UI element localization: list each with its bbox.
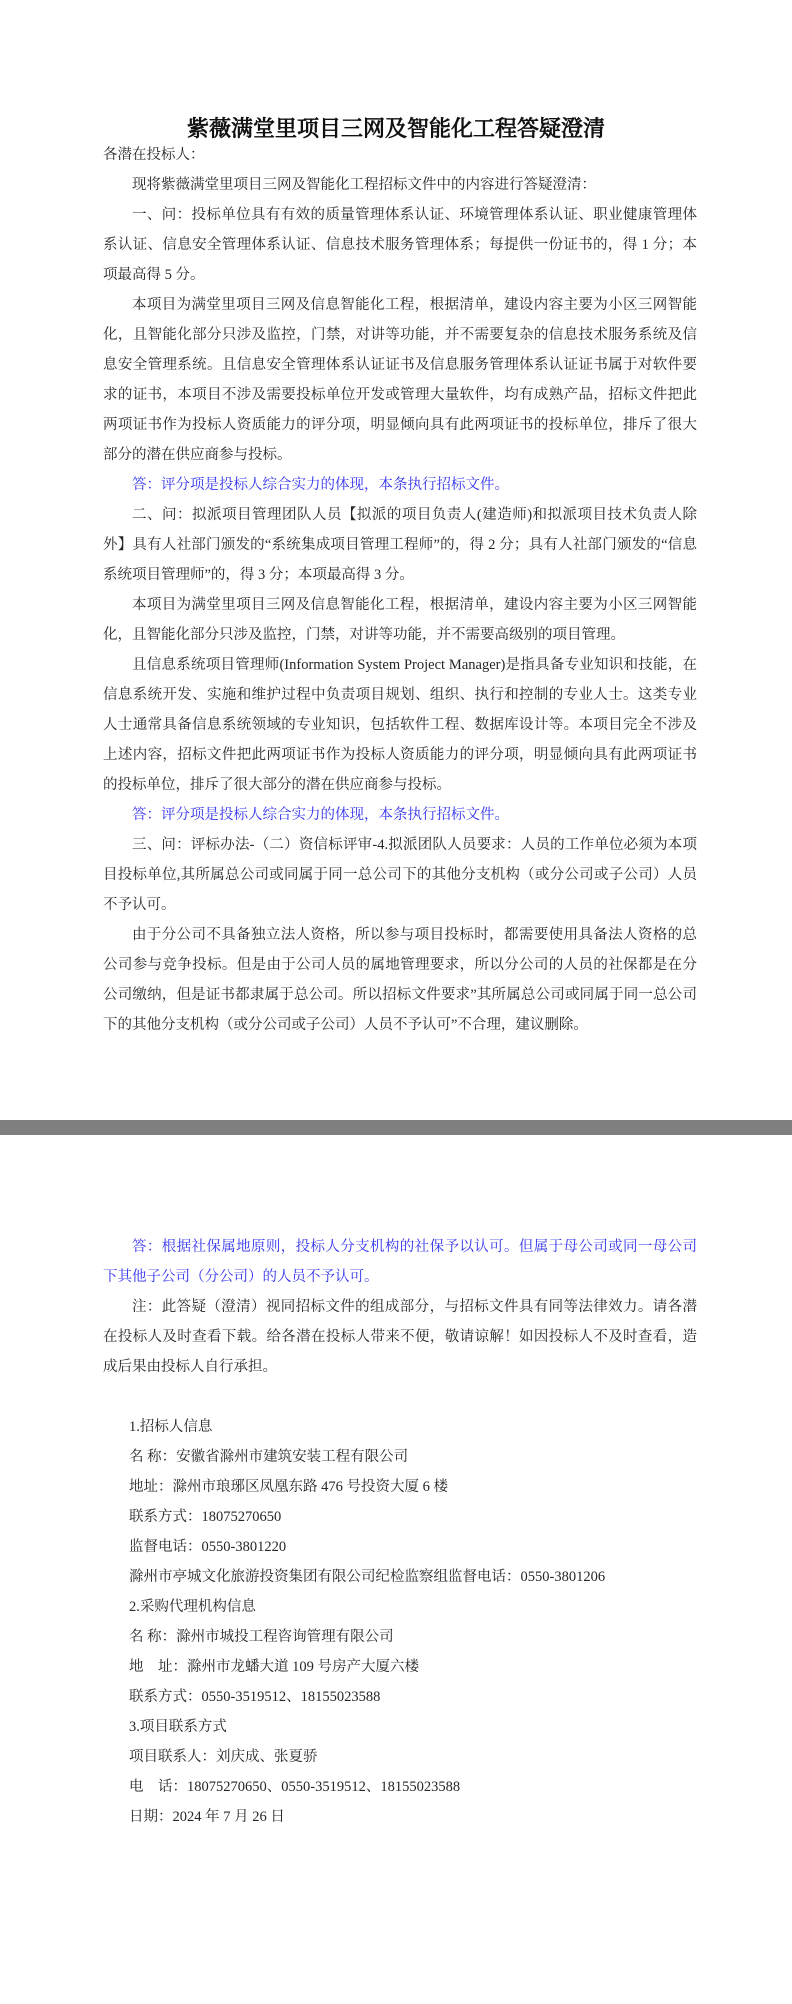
contact-line: 电 话：18075270650、0550-3519512、18155023588 <box>129 1779 461 1795</box>
paragraph: 本项目为满堂里项目三网及信息智能化工程，根据清单，建设内容主要为小区三网智能化，且智能化部分只涉及监控，门禁，对讲等功能，并不需要复杂的信息技术服务系统及信息安全管理系统。且信息安全管理体系认证证书及信息服务管理体系认证证书属于对软件要求的证书，本项目不涉及需要投标单位开发或管理大量软件，均有成熟产品，招标文件把此两项证书作为投标人资质能力的评分项，明显倾向具有此两项证书的投标单位，排斥了很大部分的潜在供应商参与投标。 <box>103 297 697 463</box>
contact-line: 名 称：滁州市城投工程咨询管理有限公司 <box>129 1629 394 1645</box>
contact-line: 2.采购代理机构信息 <box>129 1599 256 1615</box>
contact-line: 联系方式：0550-3519512、18155023588 <box>129 1689 381 1705</box>
page2-body <box>103 1232 697 1382</box>
contact-line: 地址：滁州市琅琊区凤凰东路 476 号投资大厦 6 楼 <box>129 1479 448 1495</box>
paragraph: 三、问：评标办法-（二）资信标评审-4.拟派团队人员要求：人员的工作单位必须为本项目投标单位,其所属总公司或同属于同一总公司下的其他分支机构（或分公司或子公司）人员不予认可。 <box>103 837 697 913</box>
paragraph: 各潜在投标人： <box>103 147 205 163</box>
contact-line: 名 称：安徽省滁州市建筑安装工程有限公司 <box>129 1449 409 1465</box>
paragraph: 注：此答疑（澄清）视同招标文件的组成部分，与招标文件具有同等法律效力。请各潜在投标人及时查看下载。给各潜在投标人带来不便，敬请谅解！如因投标人不及时查看，造成后果由投标人自行承担。 <box>103 1299 697 1375</box>
document-title: 紫薇满堂里项目三网及智能化工程答疑澄清 <box>186 115 605 141</box>
contact-line: 监督电话：0550-3801220 <box>129 1539 287 1555</box>
contact-line: 滁州市亭城文化旅游投资集团有限公司纪检监察组监督电话：0550-3801206 <box>129 1569 606 1585</box>
page1-body <box>103 140 697 1040</box>
paragraph: 由于分公司不具备独立法人资格，所以参与项目投标时，都需要使用具备法人资格的总公司参与竞争投标。但是由于公司人员的属地管理要求，所以分公司的人员的社保都是在分公司缴纳，但是证书都隶属于总公司。所以招标文件要求”其所属总公司或同属于同一总公司下的其他分支机构（或分公司或子公司）人员不予认可”不合理，建议删除。 <box>103 927 697 1033</box>
paragraph: 现将紫薇满堂里项目三网及智能化工程招标文件中的内容进行答疑澄清： <box>132 177 596 193</box>
paragraph: 本项目为满堂里项目三网及信息智能化工程，根据清单，建设内容主要为小区三网智能化，且智能化部分只涉及监控，门禁，对讲等功能，并不需要高级别的项目管理。 <box>103 597 697 643</box>
contact-info-section <box>129 1412 697 1832</box>
paragraph: 答：评分项是投标人综合实力的体现，本条执行招标文件。 <box>132 477 509 493</box>
contact-line: 地 址：滁州市龙蟠大道 109 号房产大厦六楼 <box>129 1659 419 1675</box>
paragraph: 一、问：投标单位具有有效的质量管理体系认证、环境管理体系认证、职业健康管理体系认证、信息安全管理体系认证、信息技术服务管理体系；每提供一份证书的，得 1 分；本项最高得 5 分。 <box>103 207 697 283</box>
contact-line: 1.招标人信息 <box>129 1419 213 1435</box>
paragraph: 答：根据社保属地原则，投标人分支机构的社保予以认可。但属于母公司或同一母公司下其他子公司（分公司）的人员不予认可。 <box>103 1239 697 1285</box>
paragraph: 二、问：拟派项目管理团队人员【拟派的项目负责人(建造师)和拟派项目技术负责人除外】具有人社部门颁发的“系统集成项目管理工程师”的，得 2 分；具有人社部门颁发的“信息系统项目管理师”的，得 3 分；本项最高得 3 分。 <box>103 507 697 583</box>
page-break-separator <box>0 1120 792 1135</box>
paragraph: 且信息系统项目管理师(Information System Project Manager)是指具备专业知识和技能，在信息系统开发、实施和维护过程中负责项目规划、组织、执行和控制的专业人士。这类专业人士通常具备信息系统领域的专业知识，包括软件工程、数据库设计等。本项目完全不涉及上述内容，招标文件把此两项证书作为投标人资质能力的评分项，明显倾向具有此两项证书的投标单位，排斥了很大部分的潜在供应商参与投标。 <box>103 657 697 793</box>
contact-line: 项目联系人：刘庆成、张夏骄 <box>129 1749 318 1765</box>
contact-line: 3.项目联系方式 <box>129 1719 227 1735</box>
paragraph: 答：评分项是投标人综合实力的体现，本条执行招标文件。 <box>132 807 509 823</box>
contact-line: 日期：2024 年 7 月 26 日 <box>129 1809 285 1825</box>
contact-line: 联系方式：18075270650 <box>129 1509 282 1525</box>
